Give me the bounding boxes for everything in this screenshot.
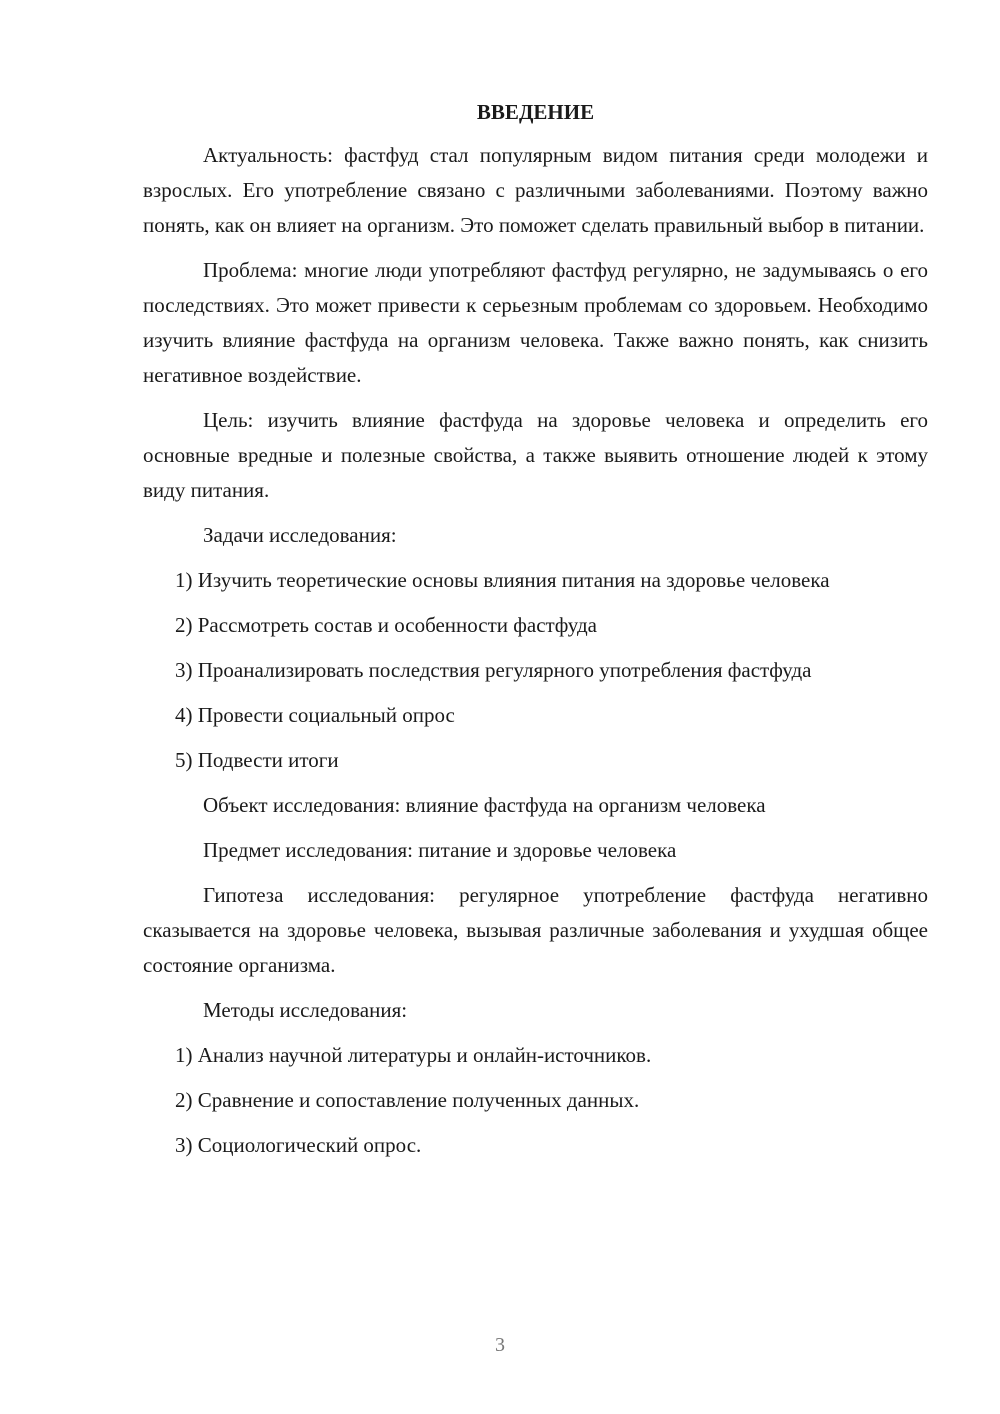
subject-line: Предмет исследования: питание и здоровье человека — [203, 838, 677, 862]
task-item: 1) Изучить теоретические основы влияния питания на здоровье человека — [175, 568, 830, 592]
methods-heading: Методы исследования: — [203, 998, 408, 1022]
tasks-heading: Задачи исследования: — [203, 523, 397, 547]
page-title: ВВЕДЕНИЕ — [476, 100, 595, 124]
task-item: 2) Рассмотреть состав и особенности фастфуда — [175, 613, 597, 637]
relevance-paragraph: Актуальность: фастфуд стал популярным видом питания среди молодежи и взрослых. Его употребление связано с различными заболеваниями. Поэтому важно понять, как он влияет на организм. Это поможет сделать правильный выбор в питании. — [143, 143, 928, 237]
method-item: 3) Социологический опрос. — [175, 1133, 422, 1157]
method-item: 1) Анализ научной литературы и онлайн-источников. — [175, 1043, 652, 1067]
task-item: 3) Проанализировать последствия регулярного употребления фастфуда — [175, 658, 812, 682]
object-line: Объект исследования: влияние фастфуда на организм человека — [203, 793, 766, 817]
task-item: 4) Провести социальный опрос — [175, 703, 455, 727]
page-number: 3 — [495, 1334, 505, 1356]
problem-paragraph: Проблема: многие люди употребляют фастфуд регулярно, не задумываясь о его последствиях. Это может привести к серьезным проблемам со здоровьем. Необходимо изучить влияние фастфуда на организм человека. Также важно понять, как снизить негативное воздействие. — [143, 258, 928, 387]
hypothesis-paragraph: Гипотеза исследования: регулярное употребление фастфуда негативно сказывается на здоровье человека, вызывая различные заболевания и ухудшая общее состояние организма. — [143, 883, 928, 977]
goal-paragraph: Цель: изучить влияние фастфуда на здоровье человека и определить его основные вредные и полезные свойства, а также выявить отношение людей к этому виду питания. — [143, 408, 928, 502]
task-item: 5) Подвести итоги — [175, 748, 339, 772]
document-page — [143, 96, 928, 1173]
method-item: 2) Сравнение и сопоставление полученных данных. — [175, 1088, 640, 1112]
